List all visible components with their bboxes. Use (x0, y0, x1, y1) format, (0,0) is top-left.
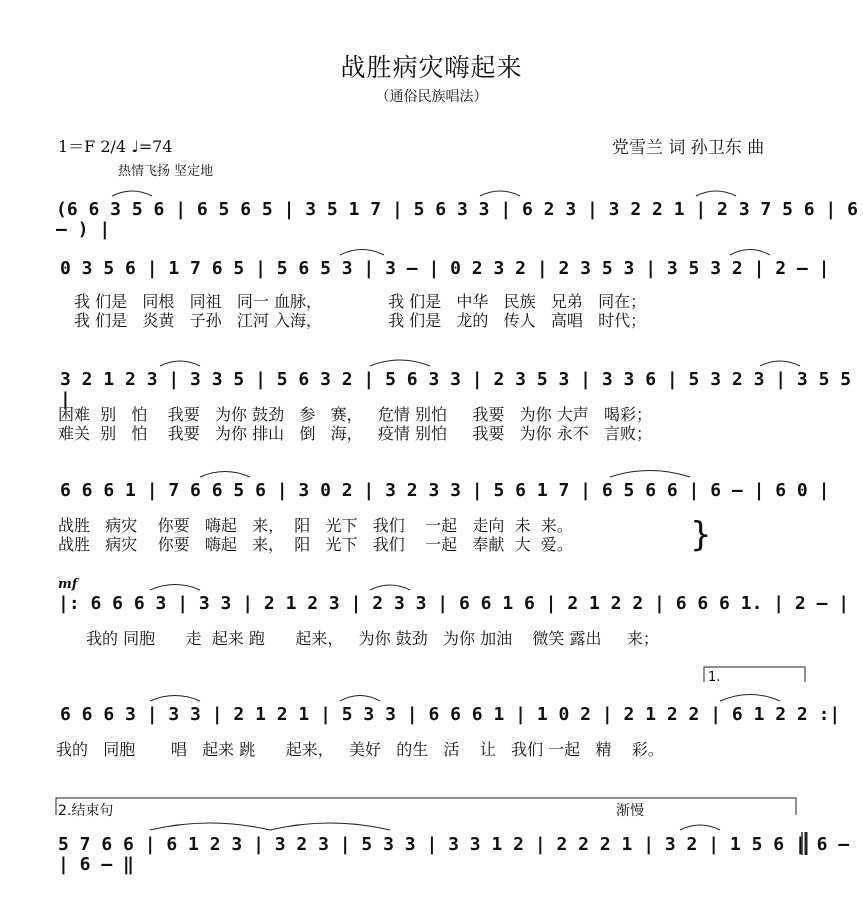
song-title: 战胜病灾嗨起来 (340, 53, 523, 82)
slur (340, 696, 380, 702)
key-signature: 1＝F 2/4 ♩=74 (58, 137, 173, 156)
volta-2-bracket (56, 798, 796, 815)
slur (270, 823, 390, 830)
slur (696, 191, 736, 196)
slur (610, 471, 690, 478)
song-subtitle: （通俗民族唱法） (375, 89, 488, 105)
slur (730, 250, 770, 256)
slur (340, 250, 384, 256)
lyric-row-4-verse-1: 战胜 病灾 你要 嗨起 来， 阳 光下 我们 一起 走向 未 来。 (58, 516, 573, 535)
tempo-mark: 渐慢 (616, 803, 644, 819)
slur (720, 695, 780, 702)
notation-row-6: 6 6 6 3 | 3 3 | 2 1 2 1 | 5 3 3 | 6 6 6 1 | 1 0 2 | 2 1 2 2 | 6 1 2 2 :| (60, 704, 841, 725)
slur (370, 585, 410, 590)
slur (150, 696, 200, 702)
slur (112, 191, 152, 196)
lyric-row-3-verse-1: 困难 别 怕 我要 为你 鼓劲 参 赛， 危情 别怕 我要 为你 大声 喝彩； (58, 405, 653, 424)
lyric-row-4-verse-2: 战胜 病灾 你要 嗨起 来， 阳 光下 我们 一起 奉献 大 爱。 (58, 535, 573, 554)
notation-row-5: |: 6 6 6 3 | 3 3 | 2 1 2 3 | 2 3 3 | 6 6 1 6 | 2 1 2 2 | 6 6 6 1. | 2 – | (58, 593, 850, 614)
volta-2-label: 2.结束句 (58, 803, 114, 819)
slur (150, 585, 200, 591)
volta-1-bracket (704, 667, 805, 682)
expression-mark: 热情飞扬 坚定地 (118, 164, 214, 179)
lyric-row-6: 我的 同胞 唱 起来 跳 起来， 美好 的生 活 让 我们 一起 精 彩。 (56, 740, 664, 759)
notation-row-4: 6 6 6 1 | 7 6 6 5 6 | 3 0 2 | 3 2 3 3 | 5 6 1 7 | 6 5 6 6 | 6 – | 6 0 | (60, 480, 830, 501)
lyric-row-2-verse-1: 我 们是 同根 同祖 同一 血脉， 我 们是 中华 民族 兄弟 同在； (74, 292, 647, 311)
verse-bracket: } (690, 515, 712, 555)
notation-row-7: 5 7 6 6 | 6 1 2 3 | 3 2 3 | 5 3 3 | 3 3 1 2 | 2 2 2 1 | 3 2 | 1 5 6 | 6 – | 6 – ‖ (58, 834, 850, 875)
slur (480, 191, 520, 196)
slur (370, 360, 430, 366)
lyric-row-2-verse-2: 我 们是 炎黄 子孙 江河 入海， 我 们是 龙的 传人 高唱 时代； (74, 311, 647, 330)
slur (760, 361, 800, 366)
volta-1-label: 1. (708, 670, 721, 685)
dynamic-mark: mf (58, 577, 78, 592)
slur (200, 472, 250, 478)
slur (160, 361, 200, 366)
lyric-row-3-verse-2: 难关 别 怕 我要 为你 排山 倒 海， 疫情 别怕 我要 为你 永不 言败； (58, 424, 653, 443)
notation-row-1: (6 6 3 5 6 | 6 5 6 5 | 3 5 1 7 | 5 6 3 3 | 6 2 3 | 3 2 2 1 | 2 3 7 5 6 | 6 – ) | (56, 199, 858, 240)
notation-row-2: 0 3 5 6 | 1 7 6 5 | 5 6 5 3 | 3 – | 0 2 3 2 | 2 3 5 3 | 3 5 3 2 | 2 – | (60, 258, 830, 279)
notation-row-3: 3 2 1 2 3 | 3 3 5 | 5 6 3 2 | 5 6 3 3 | 2 3 5 3 | 3 3 6 | 5 3 2 3 | 3 5 5 | (60, 369, 852, 410)
slur (680, 825, 720, 830)
credits: 党雪兰 词 孙卫东 曲 (612, 138, 765, 158)
lyric-row-5: 我的 同胞 走 起来 跑 起来， 为你 鼓劲 为你 加油 微笑 露出 来； (86, 629, 659, 648)
slur (150, 823, 270, 830)
